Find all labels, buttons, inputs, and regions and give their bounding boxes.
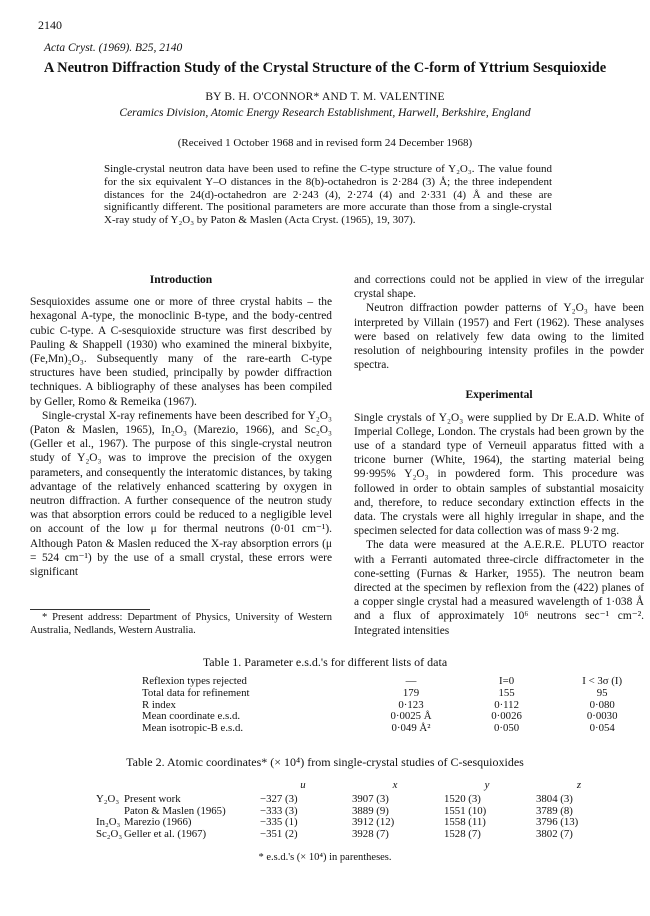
table1 — [142, 676, 650, 735]
powder-paragraph: Neutron diffraction powder patterns of Y₂O₃ have been interpreted by Villain (1957) and Fert (1962). These analyses were based on relatively few data owing to the limited resolution of neighbouring intensity profiles in the powder spectra. — [354, 302, 644, 372]
article-title: A Neutron Diffraction Study of the Crystal Structure of the C-form of Yttrium Sesquioxide — [43, 60, 607, 76]
left-column — [30, 273, 332, 579]
introduction-heading: Introduction — [149, 274, 213, 286]
footnote-divider — [30, 609, 150, 610]
table-row: Mean coordinate e.s.d. 0·0025 Å 0·0026 0·0030 — [142, 710, 618, 723]
right-column — [354, 273, 644, 638]
table-row: Paton & Maslen (1965) −333 (3) 3889 (9) 1551 (10) 3789 (8) — [124, 804, 573, 817]
table-row: In₂O₃ Marezio (1966) −335 (1) 3912 (12) 1558 (11) 3796 (13) — [96, 816, 579, 829]
table-header-row: u x y z — [300, 779, 582, 791]
table-row: R index 0·123 0·112 0·080 — [142, 698, 615, 711]
intro-paragraph-1: Sesquioxides assume one or more of three crystal habits – the hexagonal A-type, the monoclinic B-type, and the body-centred cubic C-type. A C-sesquioxide structure was first described by Pauling & Shappell (1930) who examined the mineral bixbyite, (Fe,Mn)₂O₃. Subsequently many of the rare-earth C-type structures have been studied, principally by powder diffraction techniques. A bibliography of these analyses has been compiled by Geller, Romo & Remeika (1967). — [30, 296, 332, 408]
intro-paragraph-2: Single-crystal X-ray refinements have been described for Y₂O₃ (Paton & Maslen, 1965), In₂O₃ (Marezio, 1966), and Sc₂O₃ (Geller et al., 1967). The purpose of this single-crystal neutron study of Y₂O₃ was to improve the precision of the oxygen parameters, and consequently the interatomic distances, by taking advantage of the relatively enhanced scattering by oxygen in neutron diffraction. A further consequence of the neutron study was that absorption errors could be reduced to a negligible level on account of the low μ for thermal neutrons (0·01 cm⁻¹). Although Paton & Maslen reduced the X-ray absorption errors (μ = 524 cm⁻¹) by the use of a small crystal, these errors were significant — [30, 409, 332, 579]
page-number: 2140 — [38, 18, 62, 32]
journal-reference: Acta Cryst. (1969). B25, 2140 — [44, 42, 183, 54]
experimental-paragraph-1: Single crystals of Y₂O₃ were supplied by Dr E.A.D. White of Imperial College, London. The crystals had been grown by the use of a standard type of Verneuil apparatus fitted with a tricone burner (White, 1964), the starting material being 99·995% Y₂O₃ in powdered form. This procedure was followed in order to obtain samples of substantial mosaicity and, therefore, to reduce secondary extinction effects in the data. The crystals were all highly irregular in shape, and the specimen selected for data collection was of mass 9·2 mg. — [354, 411, 644, 538]
table2-caption: Table 2. Atomic coordinates* (× 10⁴) from single-crystal studies of C-sesquioxides — [126, 755, 524, 769]
experimental-paragraph-2: The data were measured at the A.E.R.E. PLUTO reactor with a Ferranti automated three-circle diffractometer in the cone-setting (Furnas & Harker, 1955). The neutron beam directed at the specimen by reflexion from the (422) planes of a copper single crystal had a measured wavelength of 1·038 Å and a flux of approximately 10⁶ neutrons sec⁻¹ cm⁻². Integrated intensities — [354, 539, 644, 637]
table-row: Y₂O₃ Present work −327 (3) 3907 (3) 1520 (3) 3804 (3) — [96, 792, 573, 805]
table2 — [96, 780, 622, 841]
table2-footnote: * e.s.d.'s (× 10⁴) in parentheses. — [258, 852, 392, 863]
affiliation: Ceramics Division, Atomic Energy Research Establishment, Harwell, Berkshire, England — [119, 107, 531, 119]
table-row: Total data for refinement 179 155 95 — [142, 686, 608, 699]
abstract: Single-crystal neutron data have been used to refine the C-type structure of Y₂O₃. The value found for the six equivalent Y–O distances in the 8(b)-octahedron is 2·284 (3) Å; the three independent distances for the 24(d)-octahedron are 2·243 (4), 2·274 (4) and 2·331 (4) Å and these are significantly different. The positional parameters are more accurate than those from a single-crystal X-ray study of Y₂O₃ by Paton & Maslen (Acta Cryst. (1965), 19, 307). — [104, 163, 552, 227]
table-row: Reflexion types rejected — I=0 I < 3σ (I) — [142, 675, 623, 687]
table-row: Sc₂O₃ Geller et al. (1967) −351 (2) 3928 (7) 1528 (7) 3802 (7) — [96, 828, 573, 841]
table1-caption: Table 1. Parameter e.s.d.'s for different lists of data — [202, 655, 448, 669]
continuation-paragraph: and corrections could not be applied in view of the irregular crystal shape. — [354, 274, 644, 301]
table-row: Mean isotropic-B e.s.d. 0·049 Å² 0·050 0·054 — [142, 722, 615, 735]
experimental-heading: Experimental — [465, 389, 533, 402]
authors: BY B. H. O'CONNOR* AND T. M. VALENTINE — [205, 91, 445, 103]
received-date: (Received 1 October 1968 and in revised form 24 December 1968) — [177, 137, 473, 149]
author-footnote: * Present address: Department of Physics, University of Western Australia, Nedlands, Western Australia. — [30, 612, 332, 636]
